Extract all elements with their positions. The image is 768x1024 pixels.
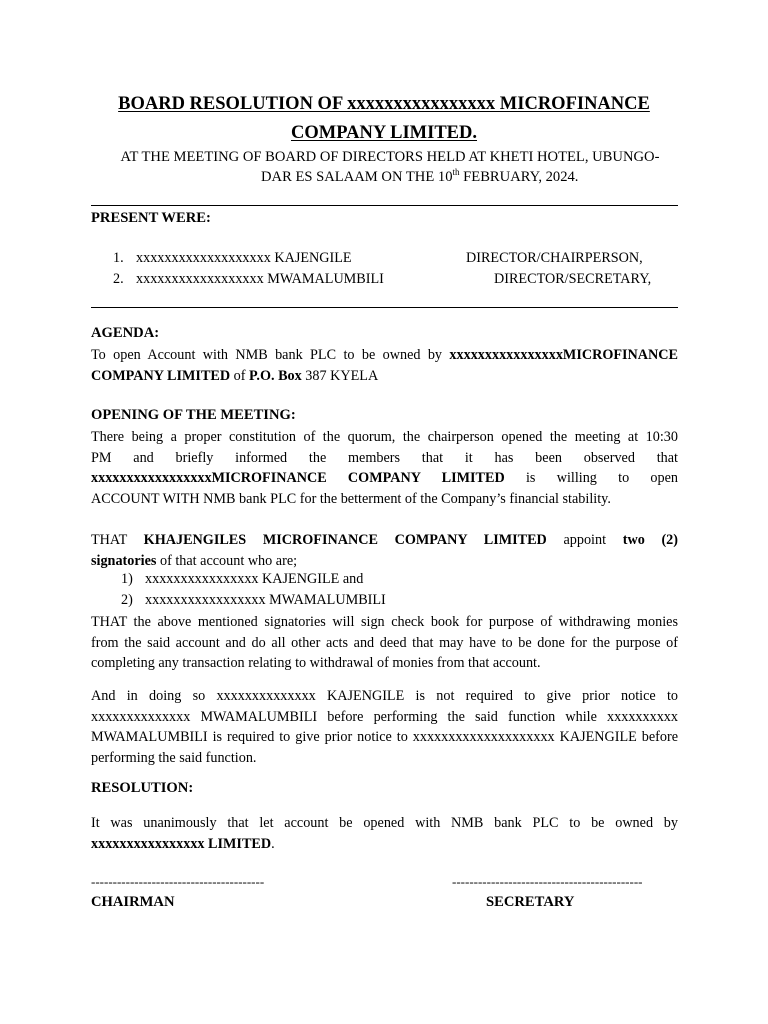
agenda-heading: AGENDA:: [91, 325, 160, 341]
opening-heading: OPENING OF THE MEETING:: [91, 407, 296, 423]
resolution-paragraph: It was unanimously that let account be opened with NMB bank PLC to be owned by xxxxxxxxxxxxxxxx LIMITED.: [91, 815, 678, 852]
present-heading: PRESENT WERE:: [91, 210, 211, 226]
member-1-num: 1.: [113, 250, 124, 266]
signatory-1-num: 1): [121, 571, 133, 587]
chairman-label: CHAIRMAN: [91, 894, 175, 910]
member-2-role: DIRECTOR/SECRETARY,: [494, 271, 652, 287]
ordinal-suffix: th: [452, 167, 460, 177]
resolution-heading: RESOLUTION:: [91, 780, 194, 796]
signatory-1-name: xxxxxxxxxxxxxxxx KAJENGILE and: [145, 571, 364, 587]
appoint-paragraph: THAT KHAJENGILES MICROFINANCE COMPANY LIMITED appoint two (2) signatories of that account who are;: [91, 532, 678, 569]
signatories-paragraph: THAT the above mentioned signatories will sign check book for purpose of withdrawing monies from the said account and do all other acts and deed that may have to be done for the purpose of completing any transaction relating to withdrawal of monies from that account.: [91, 614, 678, 671]
divider-top: [91, 205, 678, 206]
document-title-line2: COMPANY LIMITED.: [290, 123, 478, 143]
meeting-line1: AT THE MEETING OF BOARD OF DIRECTORS HELD AT KHETI HOTEL, UBUNGO-: [120, 149, 660, 165]
notice-paragraph: And in doing so xxxxxxxxxxxxxx KAJENGILE is not required to give prior notice to xxxxxxxxxxxxxx MWAMALUMBILI before performing the said function while xxxxxxxxxx MWAMALUMBILI is required to give prior notice to xxxxxxxxxxxxxxxxxxxx KAJENGILE before performing the said function.: [91, 688, 678, 766]
document-title-line1: BOARD RESOLUTION OF xxxxxxxxxxxxxxxx MICROFINANCE: [118, 94, 650, 114]
member-1-name: xxxxxxxxxxxxxxxxxxx KAJENGILE: [136, 250, 352, 266]
divider-middle: [91, 307, 678, 308]
secretary-signature-line: --------------------------------------------: [452, 874, 643, 889]
member-1-role: DIRECTOR/CHAIRPERSON,: [466, 250, 643, 266]
opening-paragraph: There being a proper constitution of the quorum, the chairperson opened the meeting at 10:30 PM and briefly informed the members that it has been observed that xxxxxxxxxxxxxxxxxMICROFINANCE COMPANY LIMITED is willing to open ACCOUNT WITH NMB bank PLC for the betterment of the Company’s financial stability.: [91, 429, 679, 507]
agenda-text: To open Account with NMB bank PLC to be owned by xxxxxxxxxxxxxxxxMICROFINANCE COMPANY LIMITED of P.O. Box 387 KYELA: [91, 347, 678, 384]
member-2-name: xxxxxxxxxxxxxxxxxx MWAMALUMBILI: [136, 271, 384, 287]
signatory-2-num: 2): [121, 592, 133, 608]
member-2-num: 2.: [113, 271, 124, 287]
signatory-2-name: xxxxxxxxxxxxxxxxx MWAMALUMBILI: [145, 592, 386, 608]
secretary-label: SECRETARY: [486, 894, 575, 910]
meeting-line2: DAR ES SALAAM ON THE 10th FEBRUARY, 2024.: [261, 167, 579, 185]
chairman-signature-line: ----------------------------------------: [91, 874, 265, 889]
